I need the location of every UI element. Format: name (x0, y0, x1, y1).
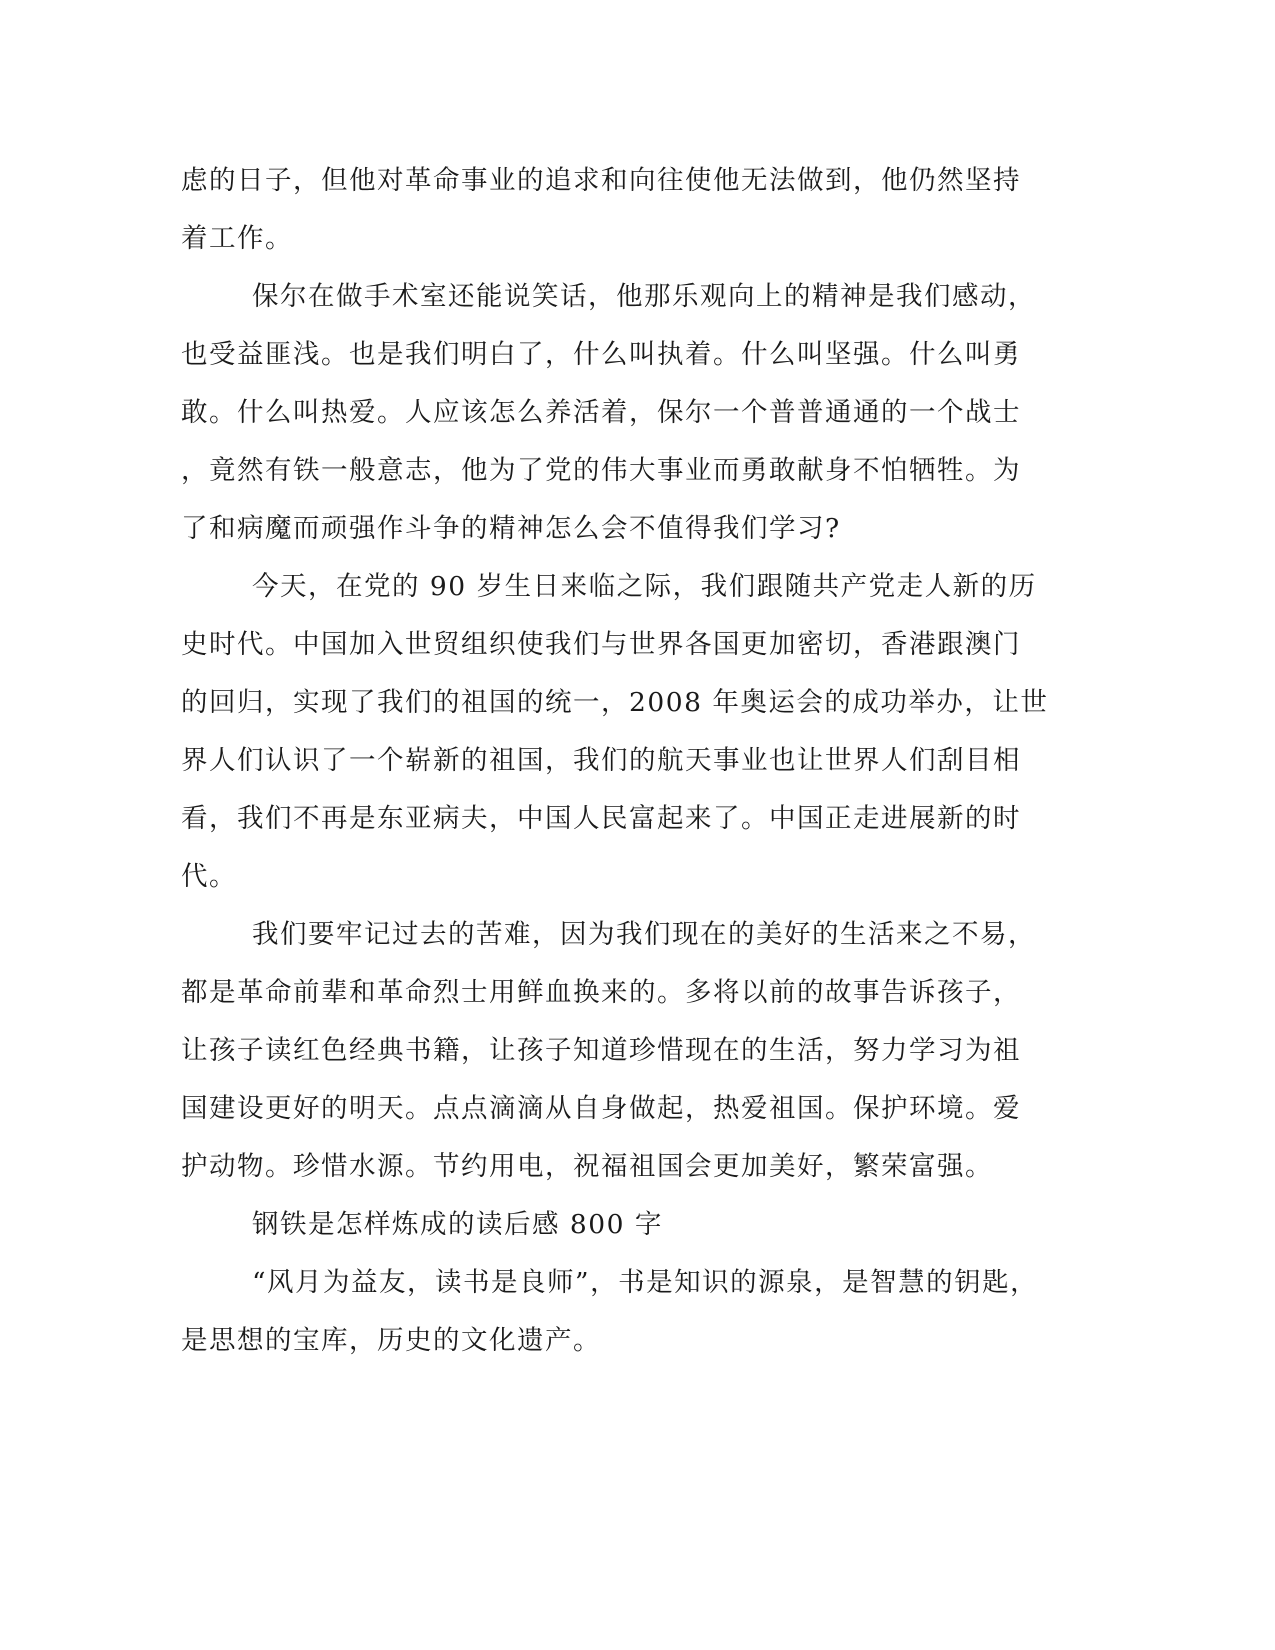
text-line: 界人们认识了一个崭新的祖国，我们的航天事业也让世界人们刮目相 (181, 745, 1021, 776)
text-line: 护动物。珍惜水源。节约用电，祝福祖国会更加美好，繁荣富强。 (181, 1151, 993, 1182)
text-line: 钢铁是怎样炼成的读后感 800 字 (252, 1209, 663, 1240)
text-line: 都是革命前辈和革命烈士用鲜血换来的。多将以前的故事告诉孩子， (181, 977, 1021, 1008)
text-line: 保尔在做手术室还能说笑话，他那乐观向上的精神是我们感动， (252, 281, 1036, 312)
text-line: ，竟然有铁一般意志，他为了党的伟大事业而勇敢献身不怕牺牲。为 (181, 455, 1021, 486)
text-line: 敢。什么叫热爱。人应该怎么养活着，保尔一个普普通通的一个战士 (181, 397, 1021, 428)
text-line: 代。 (181, 861, 237, 892)
text-line: 我们要牢记过去的苦难，因为我们现在的美好的生活来之不易， (252, 919, 1036, 950)
text-line: 也受益匪浅。也是我们明白了，什么叫执着。什么叫坚强。什么叫勇 (181, 339, 1021, 370)
text-line: 让孩子读红色经典书籍，让孩子知道珍惜现在的生活，努力学习为祖 (181, 1035, 1021, 1066)
text-line: 国建设更好的明天。点点滴滴从自身做起，热爱祖国。保护环境。爱 (181, 1093, 1021, 1124)
text-line: 看，我们不再是东亚病夫，中国人民富起来了。中国正走进展新的时 (181, 803, 1021, 834)
text-line: 今天，在党的 90 岁生日来临之际，我们跟随共产党走人新的历 (252, 571, 1037, 602)
text-line: 着工作。 (181, 223, 293, 254)
text-line: 是思想的宝库，历史的文化遗产。 (181, 1325, 601, 1356)
text-line: “风月为益友，读书是良师”，书是知识的源泉，是智慧的钥匙， (252, 1267, 1039, 1298)
text-line: 史时代。中国加入世贸组织使我们与世界各国更加密切，香港跟澳门 (181, 629, 1021, 660)
document-page (181, 152, 1049, 1370)
text-line: 的回归，实现了我们的祖国的统一，2008 年奥运会的成功举办，让世 (181, 687, 1049, 718)
text-line: 了和病魔而顽强作斗争的精神怎么会不值得我们学习? (181, 513, 841, 544)
text-line: 虑的日子，但他对革命事业的追求和向往使他无法做到，他仍然坚持 (181, 165, 1021, 196)
